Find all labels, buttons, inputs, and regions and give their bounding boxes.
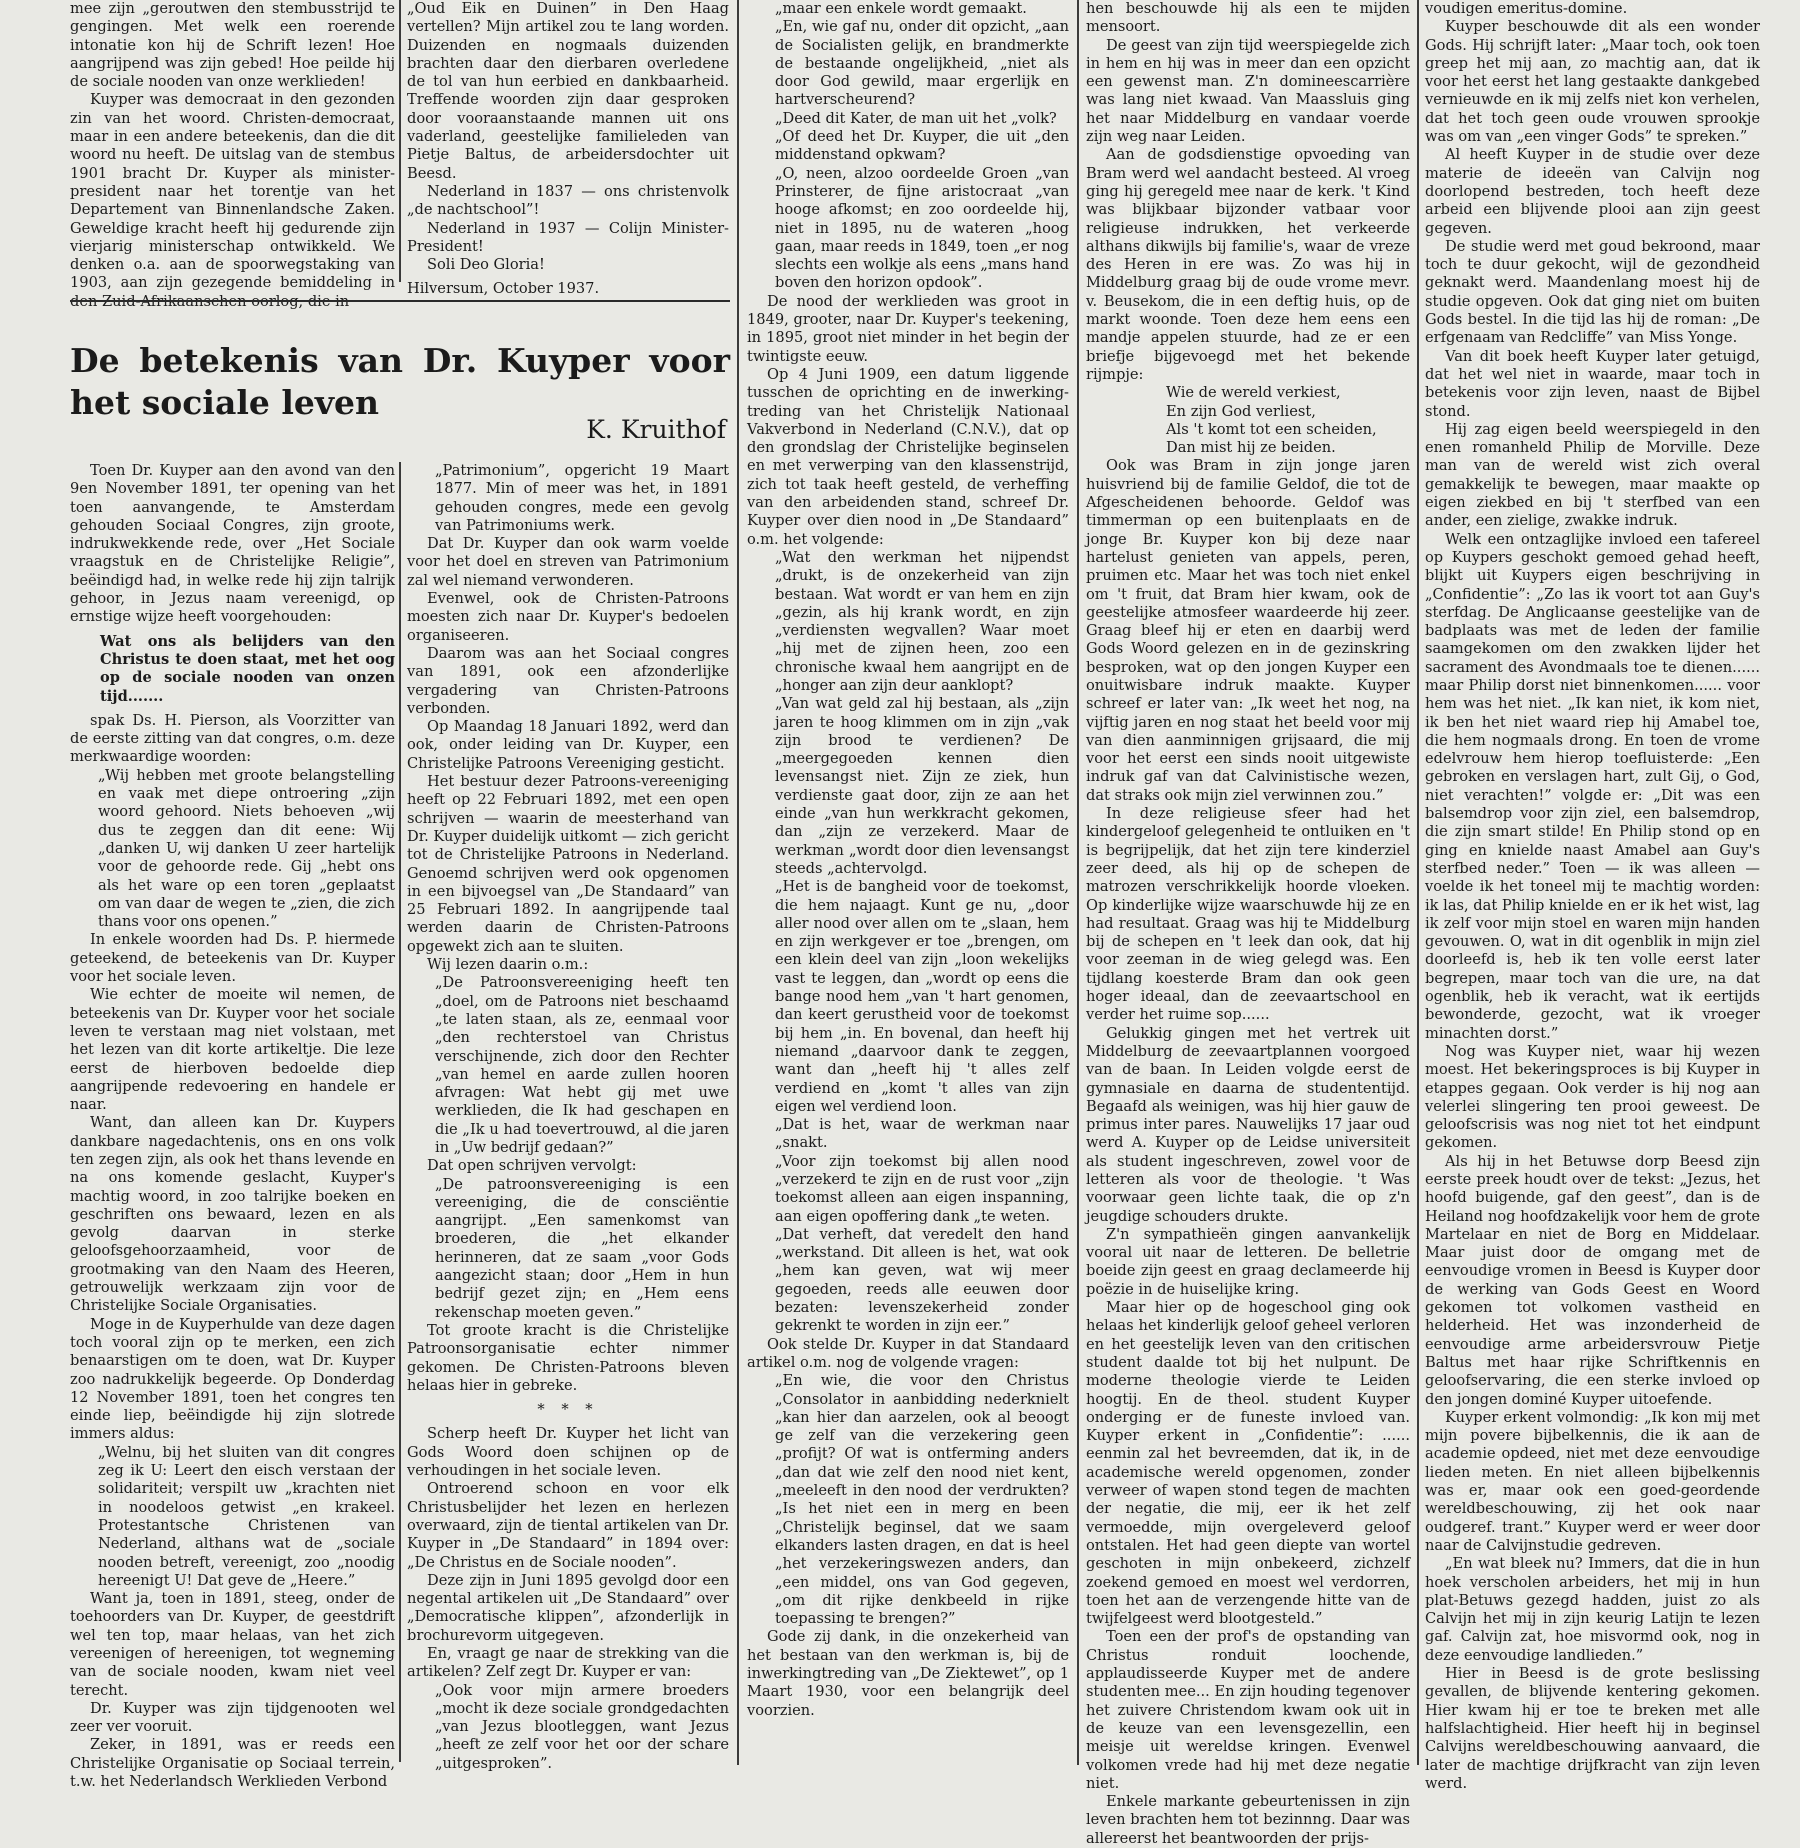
paragraph: „Dat verheft, dat veredelt den hand „werkstand. Dit alleen is het, wat ook „hem kan geven, wat wij meer gegoeden, reeds alle eeuwen door bezaten: levenszekerheid zonder gekrenkt te worden in zijn eer.” (775, 1225, 1069, 1335)
paragraph: „Welnu, bij het sluiten van dit congres zeg ik U: Leert den eisch verstaan der solidariteit; verspilt uw „krachten niet in noodeloos getwist „en krakeel. Protestantsche Christenen van Nederland, althans wat de „sociale nooden betreft, vereenigt, zoo „noodig hereenigt U! Dat geve de „Heere.” (98, 1443, 395, 1589)
paragraph: „Het is de bangheid voor de toekomst, die hem najaagt. Kunt ge nu, „door aller nood over allen om te „slaan, hem en zijn werkgever er toe „brengen, om een klein deel van zijn „loon wekelijks vast te leggen, dan „wordt op eens die bange nood hem „van 't hart genomen, dan keert gerustheid voor de toekomst bij hem „in. En bovenal, dan heeft hij niemand „daarvoor dank te zeggen, want dan „heeft hij 't alles zelf verdiend en „komt 't alles van zijn eigen wel verdiend loon. (775, 878, 1069, 1115)
paragraph: En zijn God verliest, (1166, 402, 1316, 420)
article-author: K. Kruithof (586, 415, 726, 444)
paragraph: spak Ds. H. Pierson, als Voorzitter van de eerste zitting van dat congres, o.m. deze merkwaardige woorden: (70, 711, 395, 766)
paragraph: „Van wat geld zal hij bestaan, als „zijn jaren te hoog klimmen om in zijn „vak zijn brood te verdienen? De „meergegoeden kennen dien levensangst niet. Zijn ze ziek, hun verdienste gaat door, zijn ze aan het einde „van hun werkkracht gekomen, dan „zijn ze verzekerd. Maar de werkman „wordt door dien levensangst steeds „achtervolgd. (775, 695, 1069, 877)
column-rule (399, 462, 401, 1762)
article-column-2 (407, 462, 729, 1772)
paragraph: „maar een enkele wordt gemaakt. (775, 0, 1027, 17)
paragraph: Als hij in het Betuwse dorp Beesd zijn eerste preek houdt over de tekst: „Jezus, het hoofd buigende, gaf den geest”, dan is de Heiland nog hoofdzakelijk voor hem de grote Martelaar en niet de Borg en Middelaar. Maar juist door de omgang met de eenvoudige vromen in Beesd is Kuyper door de werking van Gods Geest en Woord gekomen tot volkomen vastheid en helderheid. Het was inzonderheid de eenvoudige arme arbeidersvrouw Pietje Baltus met haar rijke Schriftkennis en geloofservaring, die een sterke invloed op den jongen dominé Kuyper uitoefende. (1425, 1152, 1760, 1408)
paragraph: Wij lezen daarin o.m.: (427, 956, 589, 974)
pull-quote: Wat ons als belijders van den Christus te doen staat, met het oog op de sociale nooden van onzen tijd....... (100, 632, 395, 705)
paragraph: Nederland in 1837 — ons christenvolk „de nachtschool”! (407, 182, 729, 219)
paragraph: „Ook voor mijn armere broeders „mocht ik deze sociale grondgedachten „van Jezus blootleggen, want Jezus „heeft ze zelf voor het oor der schare „uitgesproken”. (435, 1681, 729, 1772)
paragraph: Ontroerend schoon en voor elk Christusbelijder het lezen en herlezen overwaard, zijn de tiental artikelen van Dr. Kuyper in „De Standaard” in 1894 over: „De Christus en de Sociale nooden”. (407, 1480, 729, 1571)
paragraph: Nog was Kuyper niet, waar hij wezen moest. Het bekeringsproces is bij Kuyper in etappes gegaan. Ook verder is hij nog aan velerlei slingering ten prooi geweest. De geloofscrisis was nog niet tot het eindpunt gekomen. (1425, 1042, 1760, 1152)
paragraph: Dat Dr. Kuyper dan ook warm voelde voor het doel en streven van Patrimonium zal wel niemand verwonderen. (407, 535, 729, 589)
paragraph: Van dit boek heeft Kuyper later getuigd, dat het wel niet in waarde, maar toch in betekenis voor zijn leven, naast de Bijbel stond. (1425, 347, 1760, 420)
paragraph: Toen een der prof's de opstanding van Christus ronduit loochende, applaudisseerde Kuyper met de andere studenten mee... En zijn houding tegenover het zuivere Christendom kwam ook uit in de keuze van een levensgezellin, een meisje uit wereldse kringen. Evenwel volkomen vrede had hij met deze negatie niet. (1086, 1628, 1410, 1792)
paragraph: Dr. Kuyper was zijn tijdgenooten wel zeer ver vooruit. (70, 1699, 395, 1736)
paragraph: Al heeft Kuyper in de studie over deze materie de ideeën van Calvijn nog doorlopend bestreden, toch heeft deze arbeid een blijvende plooi aan zijn geest gegeven. (1425, 146, 1760, 237)
paragraph: Het bestuur dezer Patroons-vereeniging heeft op 22 Februari 1892, met een open schrijven — waarin de meesterhand van Dr. Kuyper duidelijk uitkomt — zich gericht tot de Christelijke Patroons in Nederland. Genoemd schrijven werd ook opgenomen in een bijvoegsel van „De Standaard” van 25 Februari 1892. In aangrijpende taal werden daarin de Christen-Patroons opgewekt zich aan te sluiten. (407, 773, 729, 955)
paragraph: Want ja, toen in 1891, steeg, onder de toehoorders van Dr. Kuyper, de geestdrift wel ten top, maar helaas, van het zich vereenigen of hereenigen, tot wegneming van de sociale nooden, kwam niet veel terecht. (70, 1590, 395, 1699)
paragraph: hen beschouwde hij als een te mijden mensoort. (1086, 0, 1410, 36)
paragraph: Deze zijn in Juni 1895 gevolgd door een negental artikelen uit „De Standaard” over „Democratische klippen”, afzonderlijk in brochurevorm uitgegeven. (407, 1571, 729, 1644)
paragraph: Want, dan alleen kan Dr. Kuypers dankbare nagedachtenis, ons en ons volk ten zegen zijn, als ook het thans levende en na ons komende geslacht, Kuyper's machtig woord, in zoo talrijke boeken en geschriften ons bewaard, lezen en als gevolg daarvan in sterke geloofsgehoorzaamheid, voor de grootmaking van den Naam des Heeren, getrouwelijk werkzaam zijn voor de Christelijke Sociale Organisaties. (70, 1114, 395, 1315)
paragraph: Z'n sympathieën gingen aanvankelijk vooral uit naar de letteren. De belletrie boeide zijn geest en graag declameerde hij poëzie in de huiselijke kring. (1086, 1225, 1410, 1298)
paragraph: Maar hier op de hogeschool ging ook helaas het kinderlijk geloof geheel verloren en het geestelijk leven van den critischen student daalde tot bij het nulpunt. De moderne theologie vierde te Leiden hoogtij. En de theol. student Kuyper onderging er de funeste invloed van. Kuyper erkent in „Confidentie”: ...... eenmin zal het bevreemden, dat ik, in de academische wereld opgenomen, zonder verweer of wapen stond tegen de machten der negatie, die mij, eer ik het zelf vermoedde, mijn overgeleverd geloof ontstalen. Het had geen diepte van wortel geschoten in mijn onbekeerd, zichzelf zoekend gemoed en moest wel verdorren, toen het aan de verzengende hitte van de twijfelgeest werd blootgesteld.” (1086, 1299, 1410, 1628)
paragraph: „Wij hebben met groote belangstelling en vaak met diepe ontroering „zijn woord gehoord. Niets behoeven „wij dus te zeggen dan dit eene: Wij „danken U, wij danken U zeer hartelijk voor de gehoorde rede. Gij „hebt ons als het ware op een toren „geplaatst om van daar de wegen te „zien, die zich thans voor ons openen.” (98, 766, 395, 931)
column-rule (737, 0, 739, 1765)
paragraph: Kuyper was democraat in den gezonden zin van het woord. Christen-democraat, maar in een andere beteekenis, dan die dit woord nu heeft. De uitslag van de stembus 1901 bracht Dr. Kuyper als minister-president naar het torentje van het Departement van Binnenlandsche Zaken. Geweldige kracht heeft hij gedurende zijn vierjarig ministerschap ontwikkeld. We denken o.a. aan de spoorwegstaking van 1903, aan zijn gezegende bemiddeling in (70, 91, 395, 292)
paragraph: Daarom was aan het Sociaal congres van 1891, ook een afzonderlijke vergadering van Christen-Patroons verbonden. (407, 644, 729, 717)
paragraph: „En wat bleek nu? Immers, dat die in hun hoek verscholen arbeiders, het mij in hun plat-Betuws gezegd hadden, juist zo als Calvijn het mij in zijn keurig Latijn te lezen gaf. Calvijn zat, hoe misvormd ook, nog in deze eenvoudige landlieden.” (1425, 1555, 1760, 1664)
paragraph: Soli Deo Gloria! (427, 256, 545, 274)
section-rule (70, 300, 730, 302)
paragraph: Moge in de Kuyperhulde van deze dagen toch vooral zijn op te merken, een zich benaarstigen om te doen, wat Dr. Kuyper zoo nadrukkelijk begeerde. Op Donderdag 12 November 1891, toen het congres ten einde liep, beëindigde hij zijn slotrede immers aldus: (70, 1315, 395, 1443)
top-column-1 (70, 0, 395, 292)
paragraph: Ook was Bram in zijn jonge jaren huisvriend bij de familie Geldof, die tot de Afgescheidenen behoorde. Geldof was timmerman op een buitenplaats en de jonge Br. Kuyper kon bij deze naar hartelust genieten van appels, peren, pruimen etc. Maar het was toch niet enkel om 't fruit, dat Bram hier kwam, ook de geestelijke atmosfeer waardeerde hij zeer. Graag bleef hij er eten en daarbij werd Gods Woord gelezen en in de gezinskring besproken, wat op den jongen Kuyper een onuitwisbare indruk maakte. Kuyper schreef er later van: „Ik weet het nog, na vijftig jaren en nog staat het beeld voor mij van dien aanminnigen grijsaard, die mij voor het eerst een sinds nooit uitgewiste indruk gaf van dat Calvinistische wezen, dat straks ook mijn ziel verwinnen zou.” (1086, 457, 1410, 804)
paragraph: voudigen emeritus-domine. (1425, 0, 1628, 17)
paragraph: „Wat den werkman het nijpendst „drukt, is de onzekerheid van zijn bestaan. Wat wordt er van hem en zijn „gezin, als hij krank wordt, en zijn „verdiensten wegvallen? Waar moet „hij met de zijnen heen, zoo een chronische kwaal hem aangrijpt en de „honger aan zijn deur aanklopt? (775, 548, 1069, 694)
paragraph: „Deed dit Kater, de man uit het „volk? (775, 109, 1057, 127)
paragraph: „Patrimonium”, opgericht 19 Maart 1877. Min of meer was het, in 1891 gehouden congres, mede een gevolg van Patrimoniums werk. (435, 462, 729, 534)
paragraph: Toen Dr. Kuyper aan den avond van den 9en November 1891, ter opening van het toen aanvangende, te Amsterdam gehouden Sociaal Congres, zijn groote, indrukwekkende rede, over „Het Sociale vraagstuk en de Christelijke Religie”, beëindigd had, in welke rede hij zijn talrijk gehoor, in Jezus naam vereenigd, op ernstige wijze heeft voorgehouden: (70, 462, 395, 626)
paragraph: „De patroonsvereeniging is een vereeniging, die de consciëntie aangrijpt. „Een samenkomst van broederen, die „het elkander herinneren, dat ze saam „voor Gods aangezicht staan; door „Hem in hun bedrijf gezet zijn; en „Hem eens rekenschap moeten geven.” (435, 1175, 729, 1321)
paragraph: Wie echter de moeite wil nemen, de beteekenis van Dr. Kuyper voor het sociale leven te verstaan mag niet volstaan, met het lezen van dit korte artikeltje. Die leze eerst de hierboven bedoelde diep aangrijpende redevoering en handele er naar. (70, 986, 395, 1114)
signature: Hilversum, October 1937. (407, 280, 600, 298)
paragraph: De geest van zijn tijd weerspiegelde zich in hem en hij was in meer dan een opzicht een gewenst man. Z'n domineescarrière was lang niet kwaad. Van Maassluis ging het naar Middelburg en vandaar voerde zijn weg naar Leiden. (1086, 36, 1410, 146)
paragraph: Zeker, in 1891, was er reeds een Christelijke Organisatie op Sociaal terrein, t.w. het Nederlandsch Werklieden Verbond (70, 1736, 395, 1791)
paragraph: Wie de wereld verkiest, (1166, 384, 1341, 402)
paragraph: „O, neen, alzoo oordeelde Groen „van Prinsterer, de fijne aristocraat „van hooge afkomst; en zoo oordeelde hij, niet in 1895, nu de wateren „hoog gaan, maar reeds in 1849, toen „er nog slechts een wolkje als eens „mans hand boven den horizon opdook”. (775, 164, 1069, 292)
article-column-3 (747, 0, 1069, 1765)
paragraph: „Dat is het, waar de werkman naar „snakt. (775, 1116, 1069, 1152)
paragraph: De nood der werklieden was groot in 1849, grooter, naar Dr. Kuyper's teekening, in 1895, groot niet minder in het begin der twintigste eeuw. (747, 292, 1069, 365)
paragraph: Tot groote kracht is die Christelijke Patroonsorganisatie echter nimmer gekomen. De Christen-Patroons bleven helaas hier in gebreke. (407, 1321, 729, 1394)
paragraph: „En, wie gaf nu, onder dit opzicht, „aan de Socialisten gelijk, en brandmerkte de bestaande ongelijkheid, „niet als door God gewild, maar ergerlijk en hartverscheurend? (775, 18, 1069, 109)
paragraph: Scherp heeft Dr. Kuyper het licht van Gods Woord doen schijnen op de verhoudingen in het sociale leven. (407, 1425, 729, 1480)
paragraph: Hij zag eigen beeld weerspiegeld in den enen romanheld Philip de Morville. Deze man van de wereld wist zich overal gemakkelijk te bewegen, maar maakte op eigen ziekbed en bij 't sterfbed van een ander, een zielige, zwakke indruk. (1425, 420, 1760, 530)
paragraph: De studie werd met goud bekroond, maar toch te duur gekocht, wijl de gezondheid geknakt werd. Maandenlang moest hij de studie opgeven. Ook dat ging niet om buiten Gods bestel. In die tijd las hij de roman: „De erfgenaam van Redcliffe” van Miss Yonge. (1425, 237, 1760, 347)
paragraph: Enkele markante gebeurtenissen in zijn leven brachten hem tot bezinnng. Daar was allereerst het beantwoorden der prijs- (1086, 1793, 1410, 1847)
column-rule (1417, 0, 1419, 1765)
article-column-1 (70, 462, 395, 1791)
paragraph: „Oud Eik en Duinen” in Den Haag vertellen? Mijn artikel zou te lang worden. Duizenden en nogmaals duizenden brachten daar den dierbaren overledene de tol van hun eerbied en dankbaarheid. Treffende woorden zijn daar gesproken door vooraanstaande mannen uit ons vaderland, geestelijke familieleden van Pietje Baltus, de arbeidersdochter uit Beesd. (407, 0, 729, 182)
paragraph: Nederland in 1937 — Colijn Minister-President! (407, 219, 729, 255)
article-column-4 (1086, 0, 1410, 1847)
paragraph: Op 4 Juni 1909, een datum liggende tusschen de oprichting en de inwerking-treding van het Christelijk Nationaal Vakverbond in Nederland (C.N.V.), dat op den grondslag der Christelijke beginselen en met verwerping van den klassenstrijd, zich tot taak heeft gesteld, de verheffing van den arbeidenden stand, schreef Dr. Kuyper over dien nood in „De Standaard” o.m. het volgende: (747, 365, 1069, 548)
paragraph: In deze religieuse sfeer had het kindergeloof gelegenheid te ontluiken en 't is begrijpelijk, dat het zijn tere kinderziel zeer deed, als hij op de schepen de matrozen verschrikkelijk hoorde vloeken. Op kinderlijke wijze waarschuwde hij ze en had resultaat. Graag was hij te Middelburg bij de schepen en 't leek dan ook, dat hij voor zeeman in de wieg gelegd was. Een tijdlang koesterde Bram dan ook geen hoger ideaal, dan de zeevaartschool en verder het ruime sop...... (1086, 805, 1410, 1024)
column-rule (1077, 0, 1079, 1765)
paragraph: Welk een ontzaglijke invloed een tafereel op Kuypers geschokt gemoed gehad heeft, blijkt uit Kuypers eigen beschrijving in „Confidentie”: „Zo las ik voort tot aan Guy's sterfdag. De Anglicaanse geestelijke van de badplaats was met de leden der familie saamgekomen om den zwakken lijder het sacrament des Avondmaals toe te dienen...... maar Philip dorst niet binnenkomen...... voor hem was het niet. „Ik kan niet, ik kom niet, ik ben het niet waard riep hij Amabel toe, die hem nogmaals drong. En toen de vrome edelvrouw hem hierop toefluisterde: „Een gebroken en verslagen hart, zult Gij, o God, niet verachten!” volgde er: „Dit was een balsemdrop voor zijn ziel, een balsemdrop, die zijn smart stilde! En Philip stond op en ging en knielde naast Amabel aan Guy's sterfbed neder.” Toen — ik was alleen — voelde ik het toneel mij te machtig worden: ik las, dat Philip knielde en er ik het wist, lag ik zelf voor mijn stoel en waren mijn handen gevouwen. O, wat in dit ogenblik in mijn ziel doorleefd is, heb ik ten volle eerst later begrepen, maar toch van die ure, na dat ogenblik, heb ik veracht, wat ik eertijds bewonderde, gezocht, wat ik vroeger minachten dorst.” (1425, 530, 1760, 1042)
paragraph: Dat open schrijven vervolgt: (427, 1157, 637, 1175)
paragraph: Op Maandag 18 Januari 1892, werd dan ook, onder leiding van Dr. Kuyper, een Christelijke Patroons Vereeniging gesticht. (407, 718, 729, 772)
column-rule (399, 0, 401, 282)
paragraph: „En wie, die voor den Christus „Consolator in aanbidding nederknielt „kan hier dan aarzelen, ook al beoogt ge zelf van die verzekering geen „profijt? Of wat is ontferming anders „dan dat wie zelf den nood niet kent, „meeleeft in den nood der verdrukten? „Is het niet een in merg en been „Christelijk beginsel, dat we saam elkanders lasten dragen, en dat is heel „het verzekeringswezen anders, dan „een middel, ons van God gegeven, „om dit rijke denkbeeld in rijke toepassing te brengen?” (775, 1372, 1069, 1628)
paragraph: Evenwel, ook de Christen-Patroons moesten zich naar Dr. Kuyper's bedoelen organiseeren. (407, 590, 729, 644)
paragraph: „De Patroonsvereeniging heeft ten „doel, om de Patroons niet beschaamd „te laten staan, als ze, eenmaal voor „den rechterstoel van Christus verschijnende, zich door den Rechter „van hemel en aarde zullen hooren afvragen: Wat hebt gij met uwe werklieden, die Ik had geschapen en die „Ik u had toevertrouwd, al die jaren in „Uw bedrijf gedaan?” (435, 974, 729, 1156)
paragraph: „Of deed het Dr. Kuyper, die uit „den middenstand opkwam? (775, 128, 1069, 164)
paragraph: Als 't komt tot een scheiden, (1166, 420, 1377, 438)
top-column-2 (407, 0, 729, 298)
paragraph: Kuyper erkent volmondig: „Ik kon mij met mijn povere bijbelkennis, die ik aan de academie opdeed, niet met deze eenvoudige lieden meten. En niet alleen bijbelkennis was er, maar ook een goed-geordende wereldbeschouwing, zij het ook naar oudgeref. trant.” Kuyper werd er weer door naar de Calvijnstudie gedreven. (1425, 1408, 1760, 1554)
section-separator: * * * (537, 1401, 599, 1419)
paragraph: In enkele woorden had Ds. P. hiermede geteekend, de beteekenis van Dr. Kuyper voor het sociale leven. (70, 931, 395, 986)
paragraph: Dan mist hij ze beiden. (1166, 439, 1336, 457)
paragraph: Aan de godsdienstige opvoeding van Bram werd wel aandacht besteed. Al vroeg ging hij geregeld mee naar de kerk. 't Kind was blijkbaar bijzonder vatbaar voor religieuse indrukken, het verkeerde althans dikwijls bij familie's, waar de vreze des Heren in ere was. Zo was hij in Middelburg graag bij de oude vrome mevr. v. Beusekom, die in een deftig huis, op de markt woonde. Toen deze hem eens een mandje appelen stuurde, had ze er een briefje bijgevoegd met het bekende rijmpje: (1086, 146, 1410, 383)
paragraph: Gelukkig gingen met het vertrek uit Middelburg de zeevaartplannen voorgoed van de baan. In Leiden volgde eerst de gymnasiale en daarna de studententijd. Begaafd als weinigen, was hij hier gauw de primus inter pares. Nauwelijks 17 jaar oud werd A. Kuyper op de Leidse universiteit als student ingeschreven, zowel voor de letteren als voor de theologie. 't Was voorwaar geen lichte taak, die op z'n jeugdige schouders drukte. (1086, 1024, 1410, 1225)
paragraph: Gode zij dank, in die onzekerheid van het bestaan van den werkman is, bij de inwerkingtreding van „De Ziektewet”, op 1 Maart 1930, voor een belangrijk deel voorzien. (747, 1628, 1069, 1719)
article-title: De betekenis van Dr. Kuyper voor (70, 341, 730, 380)
paragraph: Ook stelde Dr. Kuyper in dat Standaard artikel o.m. nog de volgende vragen: (747, 1335, 1069, 1371)
article-column-5 (1425, 0, 1760, 1792)
paragraph: „Voor zijn toekomst bij allen nood „verzekerd te zijn en de rust voor „zijn toekomst alleen aan eigen inspanning, aan eigen opoffering dank „te weten. (775, 1152, 1069, 1225)
article-title-line2: het sociale leven (70, 383, 380, 422)
paragraph: Kuyper beschouwde dit als een wonder Gods. Hij schrijft later: „Maar toch, ook toen greep het mij aan, zo machtig aan, dat ik voor het eerst het lang gestaakte dankgebed vernieuwde en ik mij zelfs niet kon verhelen, dat het toch geen oude vrouwen sprookje was om van „een vinger Gods” te spreken.” (1425, 18, 1760, 146)
paragraph: En, vraagt ge naar de strekking van die artikelen? Zelf zegt Dr. Kuyper er van: (407, 1645, 729, 1681)
paragraph: mee zijn „geroutwen den stembusstrijd te gengingen. Met welk een roerende intonatie kon hij de Schrift lezen! Hoe aangrijpend was zijn gebed! Hoe peilde hij de sociale nooden van onze werklieden! (70, 0, 395, 91)
paragraph: Hier in Beesd is de grote beslissing gevallen, de blijvende kentering gekomen. Hier kwam hij er toe te breken met alle halfslachtigheid. Hier heeft hij in beginsel Calvijns wereldbeschouwing aanvaard, die later de machtige drijfkracht van zijn leven werd. (1425, 1665, 1760, 1792)
